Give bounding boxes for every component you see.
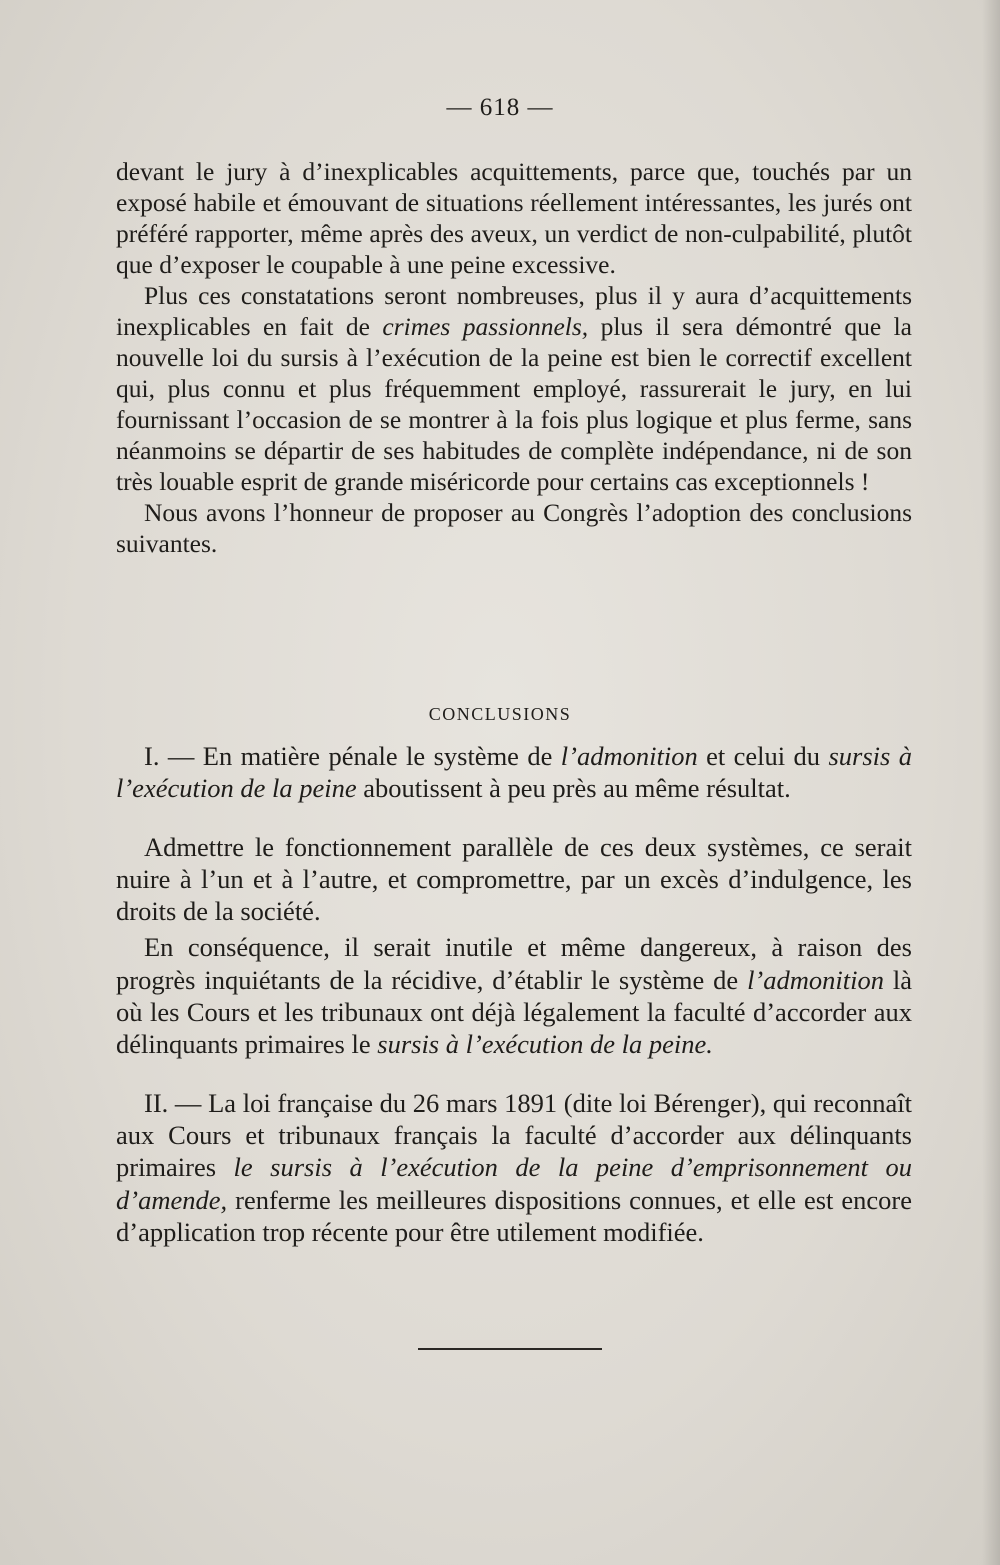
conclusions-text	[116, 740, 912, 1248]
text-span: plus il sera démontré que la nouvelle loi du sursis à l’exécution de la peine est bien le correctif excellent qui, plus connu et plus fréquemment employé, rassurerait le jury, en lui fournissant l’occasion de se montrer à la fois plus logique et plus ferme, sans néanmoins se départir de ses habitudes de complète indépendance, ni de son très louable esprit de grande miséricorde pour certains cas exceptionnels !	[116, 312, 912, 496]
text-span: et celui du	[697, 741, 829, 771]
paragraph-continued: devant le jury à d’inexplicables acquittements, parce que, touchés par un exposé habile et émouvant de situations réellement intéressantes, les jurés ont préféré rapporter, même après des aveux, un verdict de non-culpabilité, plutôt que d’exposer le coupable à une peine excessive.	[116, 157, 912, 279]
italic-span: l’admonition	[747, 964, 884, 995]
text-span: renferme les meilleures dispositions connues, et elle est encore d’application trop récente pour être utilement modifiée.	[116, 1184, 912, 1247]
text-span: Plus ces constatations seront nombreuses, plus il y aura d’acquittements inexplicables en fait de	[116, 281, 912, 341]
conclusion-paragraph-admettre: Admettre le fonctionnement parallèle de ces deux systèmes, ce serait nuire à l’un et à l’autre, et compromettre, par un excès d’indulgence, les droits de la société.	[116, 831, 912, 927]
italic-span: sursis à l’exécution de la peine.	[377, 1029, 713, 1060]
body-text-top	[116, 156, 912, 559]
italic-span: le sursis à l’exécution de la peine d’emprisonnement ou d’amende,	[116, 1152, 912, 1215]
paragraph-proposal: Nous avons l’honneur de proposer au Congrès l’adoption des conclusions suivantes.	[116, 498, 912, 558]
closing-rule	[418, 1348, 602, 1350]
italic-span: crimes passionnels,	[382, 312, 589, 341]
text-span: En conséquence, il serait inutile et même dangereux, à raison des progrès inquiétants de la récidive, d’établir le système de	[116, 932, 912, 995]
page-number: — 618 —	[446, 94, 554, 121]
text-span: II. — La loi française du 26 mars 1891 (dite loi Bérenger), qui reconnaît aux Cours et tribunaux français la faculté d’accorder aux délinquants primaires	[116, 1087, 912, 1183]
italic-span: l’admonition	[560, 741, 698, 771]
conclusion-paragraph-consequence	[116, 931, 912, 1060]
section-heading: CONCLUSIONS	[428, 704, 572, 724]
italic-span: sursis à l’exécution de la peine	[116, 741, 912, 804]
text-span: I. — En matière pénale le système de	[144, 741, 561, 771]
text-span: aboutissent à peu près au même résultat.	[356, 773, 791, 804]
text-span: là où les Cours et les tribunaux ont déjà légalement la faculté d’accorder aux délinquants primaires le	[116, 964, 912, 1060]
conclusion-one	[116, 740, 912, 805]
conclusion-two	[116, 1087, 912, 1248]
paragraph-constatations	[116, 280, 912, 497]
